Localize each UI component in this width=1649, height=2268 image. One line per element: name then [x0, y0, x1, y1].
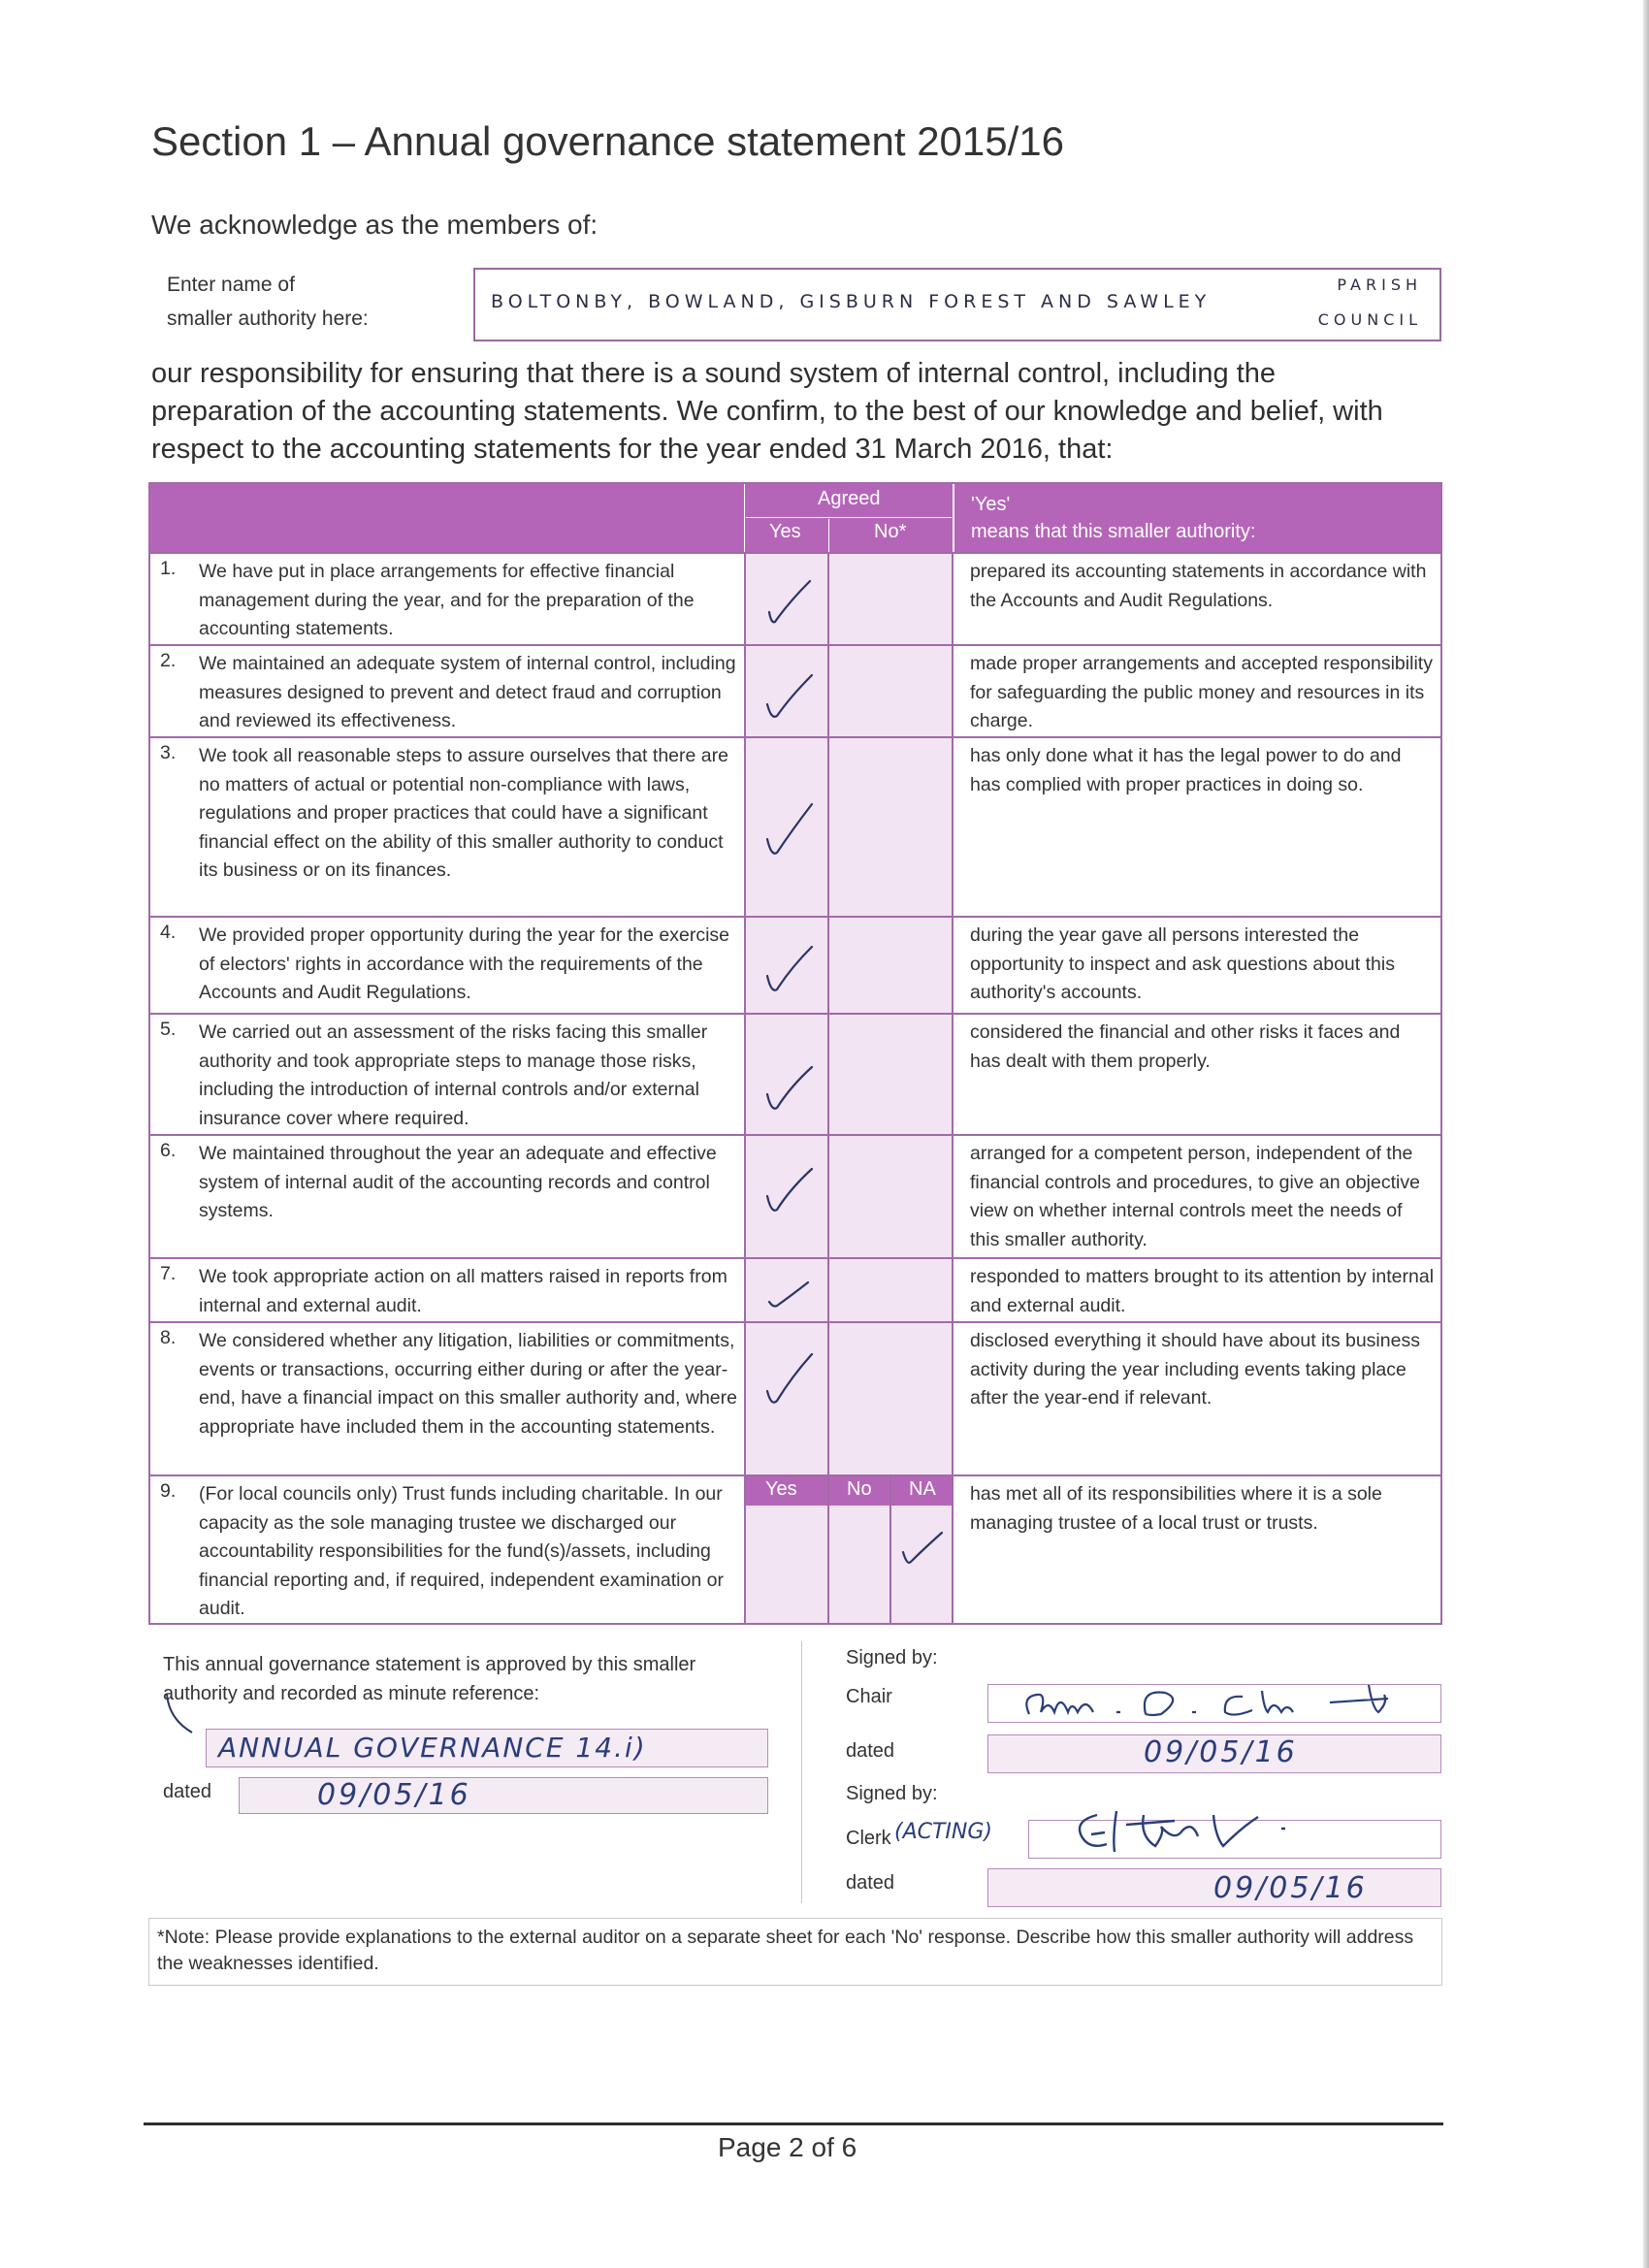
- row-number: 9.: [160, 1480, 177, 1502]
- yes-header: Yes: [769, 521, 801, 542]
- yes-tick-mark[interactable]: [761, 1273, 816, 1312]
- agreed-header: Agreed: [818, 488, 881, 509]
- minute-reference-handwritten: ANNUAL GOVERNANCE 14.i): [218, 1732, 647, 1764]
- authority-label-line2: smaller authority here:: [167, 308, 369, 330]
- signed-by-label-1: Signed by:: [846, 1647, 938, 1669]
- row-number: 7.: [160, 1263, 177, 1284]
- header-sep-3: [953, 484, 954, 552]
- row-number: 2.: [160, 650, 177, 671]
- row9-no-header: No: [847, 1478, 872, 1500]
- table-row: [150, 1013, 1440, 1134]
- clerk-signature: [1068, 1807, 1359, 1865]
- yes-tick-mark[interactable]: [760, 1346, 818, 1414]
- row-means: has only done what it has the legal power to do and has complied with proper practices in doing so.: [970, 745, 1402, 795]
- signed-by-label-2: Signed by:: [846, 1783, 938, 1804]
- approval-date-field[interactable]: [239, 1777, 768, 1814]
- yes-tick-mark[interactable]: [760, 1059, 818, 1118]
- yes-tick-mark[interactable]: [760, 667, 818, 726]
- intro-paragraph: our responsibility for ensuring that there is a sound system of internal control, including the preparation of the accounting statements. We confirm, to the best of our knowledge and belief, with respect to the accounting statements for the year ended 31 March 2016, that:: [151, 358, 1383, 465]
- yes-tick-mark[interactable]: [760, 796, 818, 864]
- chair-signature: [1019, 1679, 1427, 1728]
- row-number: 4.: [160, 922, 177, 943]
- row-number: 8.: [160, 1327, 177, 1348]
- clerk-label: Clerk: [846, 1828, 891, 1849]
- row-means: during the year gave all persons interested the opportunity to inspect and ask questions about this authority's accounts.: [970, 924, 1395, 1003]
- means-header-line1: 'Yes': [971, 494, 1011, 515]
- page-number: Page 2 of 6: [718, 2132, 857, 2162]
- footer-rule: [144, 2122, 1443, 2125]
- header-sep-2: [828, 519, 829, 552]
- chair-label: Chair: [846, 1686, 892, 1707]
- minute-reference-field[interactable]: [206, 1729, 768, 1767]
- page-title: Section 1 – Annual governance statement 2015/16: [151, 118, 1065, 164]
- clerk-dated-label: dated: [846, 1872, 895, 1894]
- approval-date-handwritten: 09/05/16: [317, 1778, 471, 1812]
- chair-dated-label: dated: [846, 1740, 895, 1762]
- row9-yes-header: Yes: [765, 1478, 797, 1500]
- row-number: 1.: [160, 558, 177, 579]
- governance-table: [148, 482, 1442, 1625]
- means-header-line2: means that this smaller authority:: [971, 521, 1256, 542]
- row-means: disclosed everything it should have about its business activity during the year including events taking place after the year-end if relevant.: [970, 1330, 1420, 1409]
- row-statement: We took appropriate action on all matters raised in reports from internal and external audit.: [199, 1266, 728, 1316]
- row-statement: We provided proper opportunity during the year for the exercise of electors' rights in accordance with the requirements of the Accounts and Audit Regulations.: [199, 924, 730, 1003]
- yes-tick-mark[interactable]: [760, 1161, 818, 1219]
- row-statement: We maintained an adequate system of internal control, including measures designed to prevent and detect fraud and corruption and reviewed its effectiveness.: [199, 653, 736, 731]
- row-means: arranged for a competent person, independent of the financial controls and procedures, to give an objective view on whether internal controls meet the needs of this smaller authority.: [970, 1143, 1420, 1250]
- authority-name-handwritten-parish: PARISH: [1337, 275, 1422, 294]
- no-header: No*: [874, 521, 907, 542]
- approval-text: This annual governance statement is approved by this smaller authority and recorded as minute reference:: [163, 1654, 696, 1704]
- na-tick-mark[interactable]: [895, 1523, 950, 1571]
- yes-tick-mark[interactable]: [760, 939, 818, 997]
- table-row: [150, 1321, 1440, 1474]
- clerk-date-field[interactable]: [987, 1868, 1441, 1907]
- row-statement: We have put in place arrangements for effective financial management during the year, and for the preparation of the accounting statements.: [199, 561, 695, 639]
- row-statement: We maintained throughout the year an adequate and effective system of internal audit of the accounting records and control systems.: [199, 1143, 717, 1221]
- ink-stroke: [163, 1690, 202, 1738]
- table-row: [150, 1134, 1440, 1257]
- authority-name-label: [167, 268, 369, 336]
- row-statement: We considered whether any litigation, liabilities or commitments, events or transactions, occurring either during or after the year-end, have a financial impact on this smaller authority and, where appropriate have included them in the accounting statements.: [199, 1330, 737, 1438]
- table-row: [150, 644, 1440, 736]
- row-means: has met all of its responsibilities where it is a sole managing trustee of a local trust or trusts.: [970, 1483, 1382, 1534]
- scan-edge: [1643, 0, 1649, 2268]
- acknowledgement-line: We acknowledge as the members of:: [151, 210, 598, 240]
- table-row: [150, 1474, 1440, 1623]
- table-row: [150, 552, 1440, 644]
- approval-dated-label: dated: [163, 1781, 212, 1802]
- row-number: 6.: [160, 1140, 177, 1161]
- row-statement: (For local councils only) Trust funds including charitable. In our capacity as the sole managing trustee we discharged our accountability responsibilities for the fund(s)/assets, including financial reporting and, if required, independent examination or audit.: [199, 1483, 724, 1619]
- row-number: 3.: [160, 742, 177, 763]
- row-means: considered the financial and other risks it faces and has dealt with them properly.: [970, 1021, 1401, 1072]
- section-divider: [801, 1641, 802, 1903]
- row-statement: We carried out an assessment of the risks facing this smaller authority and took appropriate steps to manage those risks, including the introduction of internal controls and/or external insurance cover where required.: [199, 1021, 708, 1129]
- row-statement: We took all reasonable steps to assure ourselves that there are no matters of actual or potential non-compliance with laws, regulations and proper practices that could have a significant financial effect on the ability of this smaller authority to conduct its business or on its finances.: [199, 745, 728, 881]
- yes-tick-mark[interactable]: [760, 573, 818, 632]
- row-number: 5.: [160, 1019, 177, 1040]
- clerk-signature-field[interactable]: [1028, 1820, 1441, 1859]
- row-means: responded to matters brought to its attention by internal and external audit.: [970, 1266, 1435, 1316]
- chair-signature-field[interactable]: [987, 1684, 1441, 1723]
- note-box: *Note: Please provide explanations to the external auditor on a separate sheet for each 'No' response. Describe how this smaller authority will address the weaknesses identified.: [148, 1918, 1442, 1986]
- agreed-underline: [746, 517, 952, 518]
- row9-na-header: NA: [909, 1478, 936, 1500]
- authority-name-handwritten-council: COUNCIL: [1317, 310, 1422, 329]
- authority-name-field[interactable]: [473, 268, 1441, 341]
- authority-label-line1: Enter name of: [167, 274, 295, 296]
- chair-date-field[interactable]: [987, 1734, 1441, 1773]
- table-row: [150, 736, 1440, 916]
- table-row: [150, 1257, 1440, 1321]
- chair-date-handwritten: 09/05/16: [1144, 1735, 1298, 1769]
- clerk-acting-note: (ACTING): [894, 1820, 993, 1844]
- table-row: [150, 916, 1440, 1013]
- authority-name-handwritten: BOLTONBY, BOWLAND, GISBURN FOREST AND SAWLEY: [491, 291, 1212, 312]
- row-means: prepared its accounting statements in accordance with the Accounts and Audit Regulations.: [970, 561, 1427, 611]
- clerk-date-handwritten: 09/05/16: [1213, 1871, 1368, 1905]
- row-means: made proper arrangements and accepted responsibility for safeguarding the public money and resources in its charge.: [970, 653, 1433, 731]
- header-sep-1: [744, 484, 745, 552]
